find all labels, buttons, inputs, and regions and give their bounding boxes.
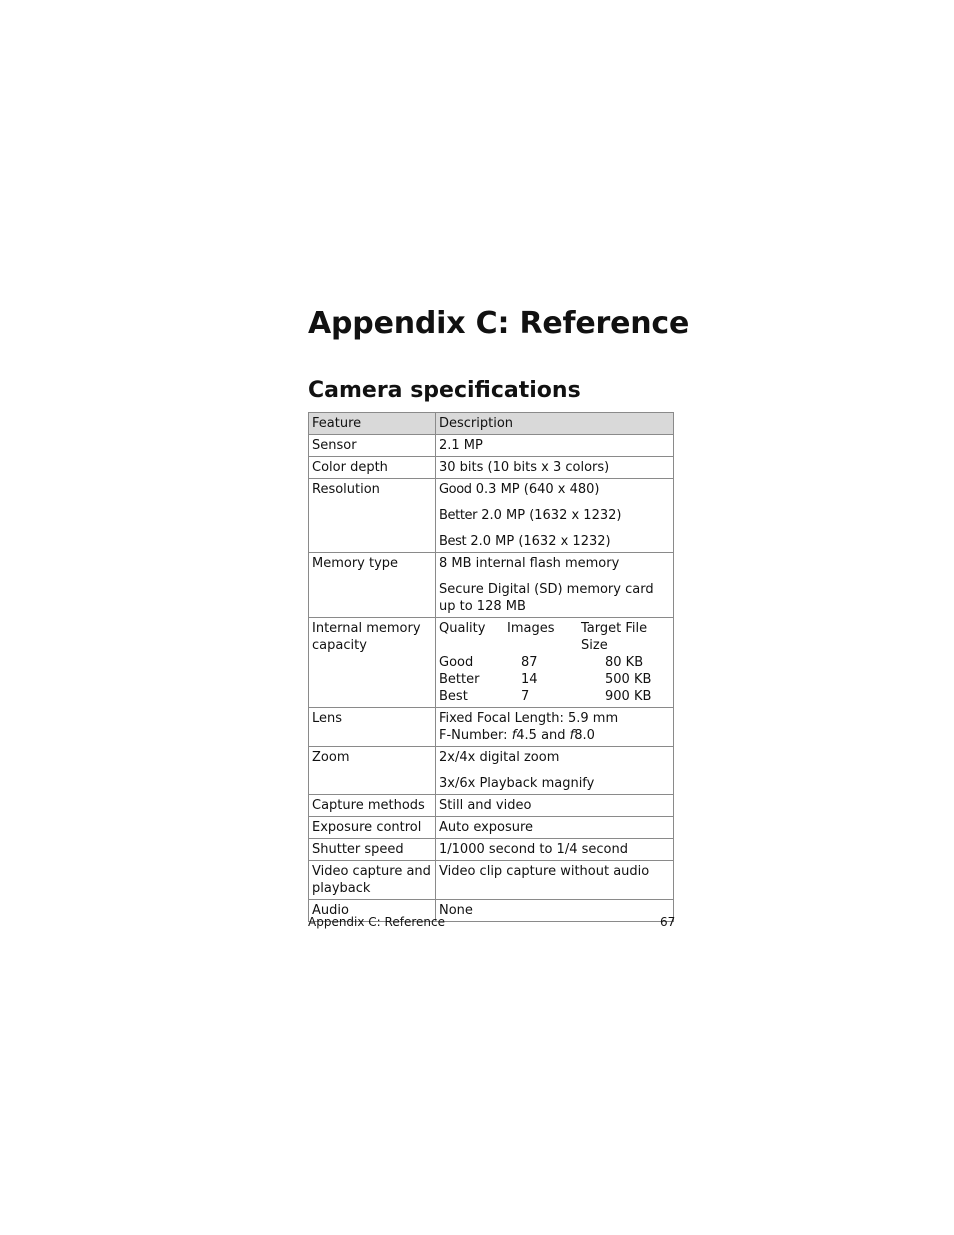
page-number: 67 [660,915,676,929]
f-symbol: f [511,728,517,743]
description-cell: 2.1 MP [436,435,674,457]
table-row [309,747,674,795]
feature-cell: Audio [309,900,436,922]
table-row [309,839,674,861]
quality-value: 2.0 MP (1632 x 1232) [481,508,622,523]
header-description: Description [436,413,674,435]
table-row [309,618,674,708]
feature-cell: Resolution [309,479,436,553]
table-row [309,795,674,817]
resolution-good [439,481,669,498]
description-cell: None [436,900,674,922]
capacity-header: Target File Size [581,621,648,653]
description-cell: Auto exposure [436,817,674,839]
header-feature: Feature [309,413,436,435]
feature-cell: Video capture and playback [309,861,436,900]
resolution-better [439,507,669,524]
description-cell [436,479,674,553]
lens-fnumber [439,727,669,744]
table-row [309,861,674,900]
section-title: Camera specifications [308,378,581,403]
table-header-row [309,413,674,435]
description-cell [436,553,674,618]
quality-label: Best [439,534,467,549]
description-cell: 1/1000 second to 1/4 second [436,839,674,861]
zoom-line: 2x/4x digital zoom [439,750,560,765]
description-cell: Video clip capture without audio [436,861,674,900]
capacity-quality: Better [439,672,480,687]
capacity-size: 500 KB [605,672,652,687]
fnumber-prefix: F-Number: [439,728,512,743]
feature-cell: Capture methods [309,795,436,817]
capacity-images: 14 [521,672,538,687]
specifications-table [308,412,674,922]
description-cell: 30 bits (10 bits x 3 colors) [436,457,674,479]
table-row [309,435,674,457]
table-row [309,817,674,839]
resolution-best [439,533,669,550]
feature-cell: Shutter speed [309,839,436,861]
capacity-quality: Good [439,655,474,670]
quality-value: 2.0 MP (1632 x 1232) [470,534,611,549]
feature-cell: Zoom [309,747,436,795]
capacity-header: Quality [439,621,486,636]
zoom-line: 3x/6x Playback magnify [439,776,595,791]
description-cell: Still and video [436,795,674,817]
memory-line: Secure Digital (SD) memory card up to 128 MB [439,582,654,614]
capacity-grid [439,620,669,705]
description-cell [436,618,674,708]
capacity-images: 87 [521,655,538,670]
page-title: Appendix C: Reference [308,306,690,341]
fnumber-value: 4.5 and [516,728,570,743]
fnumber-value: 8.0 [574,728,595,743]
feature-cell: Internal memory capacity [309,618,436,708]
f-symbol: f [569,728,575,743]
quality-value: 0.3 MP (640 x 480) [475,482,600,497]
feature-cell: Color depth [309,457,436,479]
capacity-size: 900 KB [605,689,652,704]
feature-cell: Exposure control [309,817,436,839]
capacity-size: 80 KB [605,655,644,670]
quality-label: Good [439,482,472,497]
memory-line: 8 MB internal flash memory [439,556,620,571]
lens-line: Fixed Focal Length: 5.9 mm [439,711,619,726]
feature-cell: Lens [309,708,436,747]
feature-cell: Memory type [309,553,436,618]
capacity-quality: Best [439,689,468,704]
description-cell [436,747,674,795]
capacity-header: Images [507,621,555,636]
table-row [309,479,674,553]
description-cell [436,708,674,747]
table-row [309,457,674,479]
quality-label: Better [439,508,478,523]
footer-chapter-title: Appendix C: Reference [308,915,445,929]
capacity-images: 7 [521,689,530,704]
feature-cell: Sensor [309,435,436,457]
table-row [309,708,674,747]
table-row [309,553,674,618]
